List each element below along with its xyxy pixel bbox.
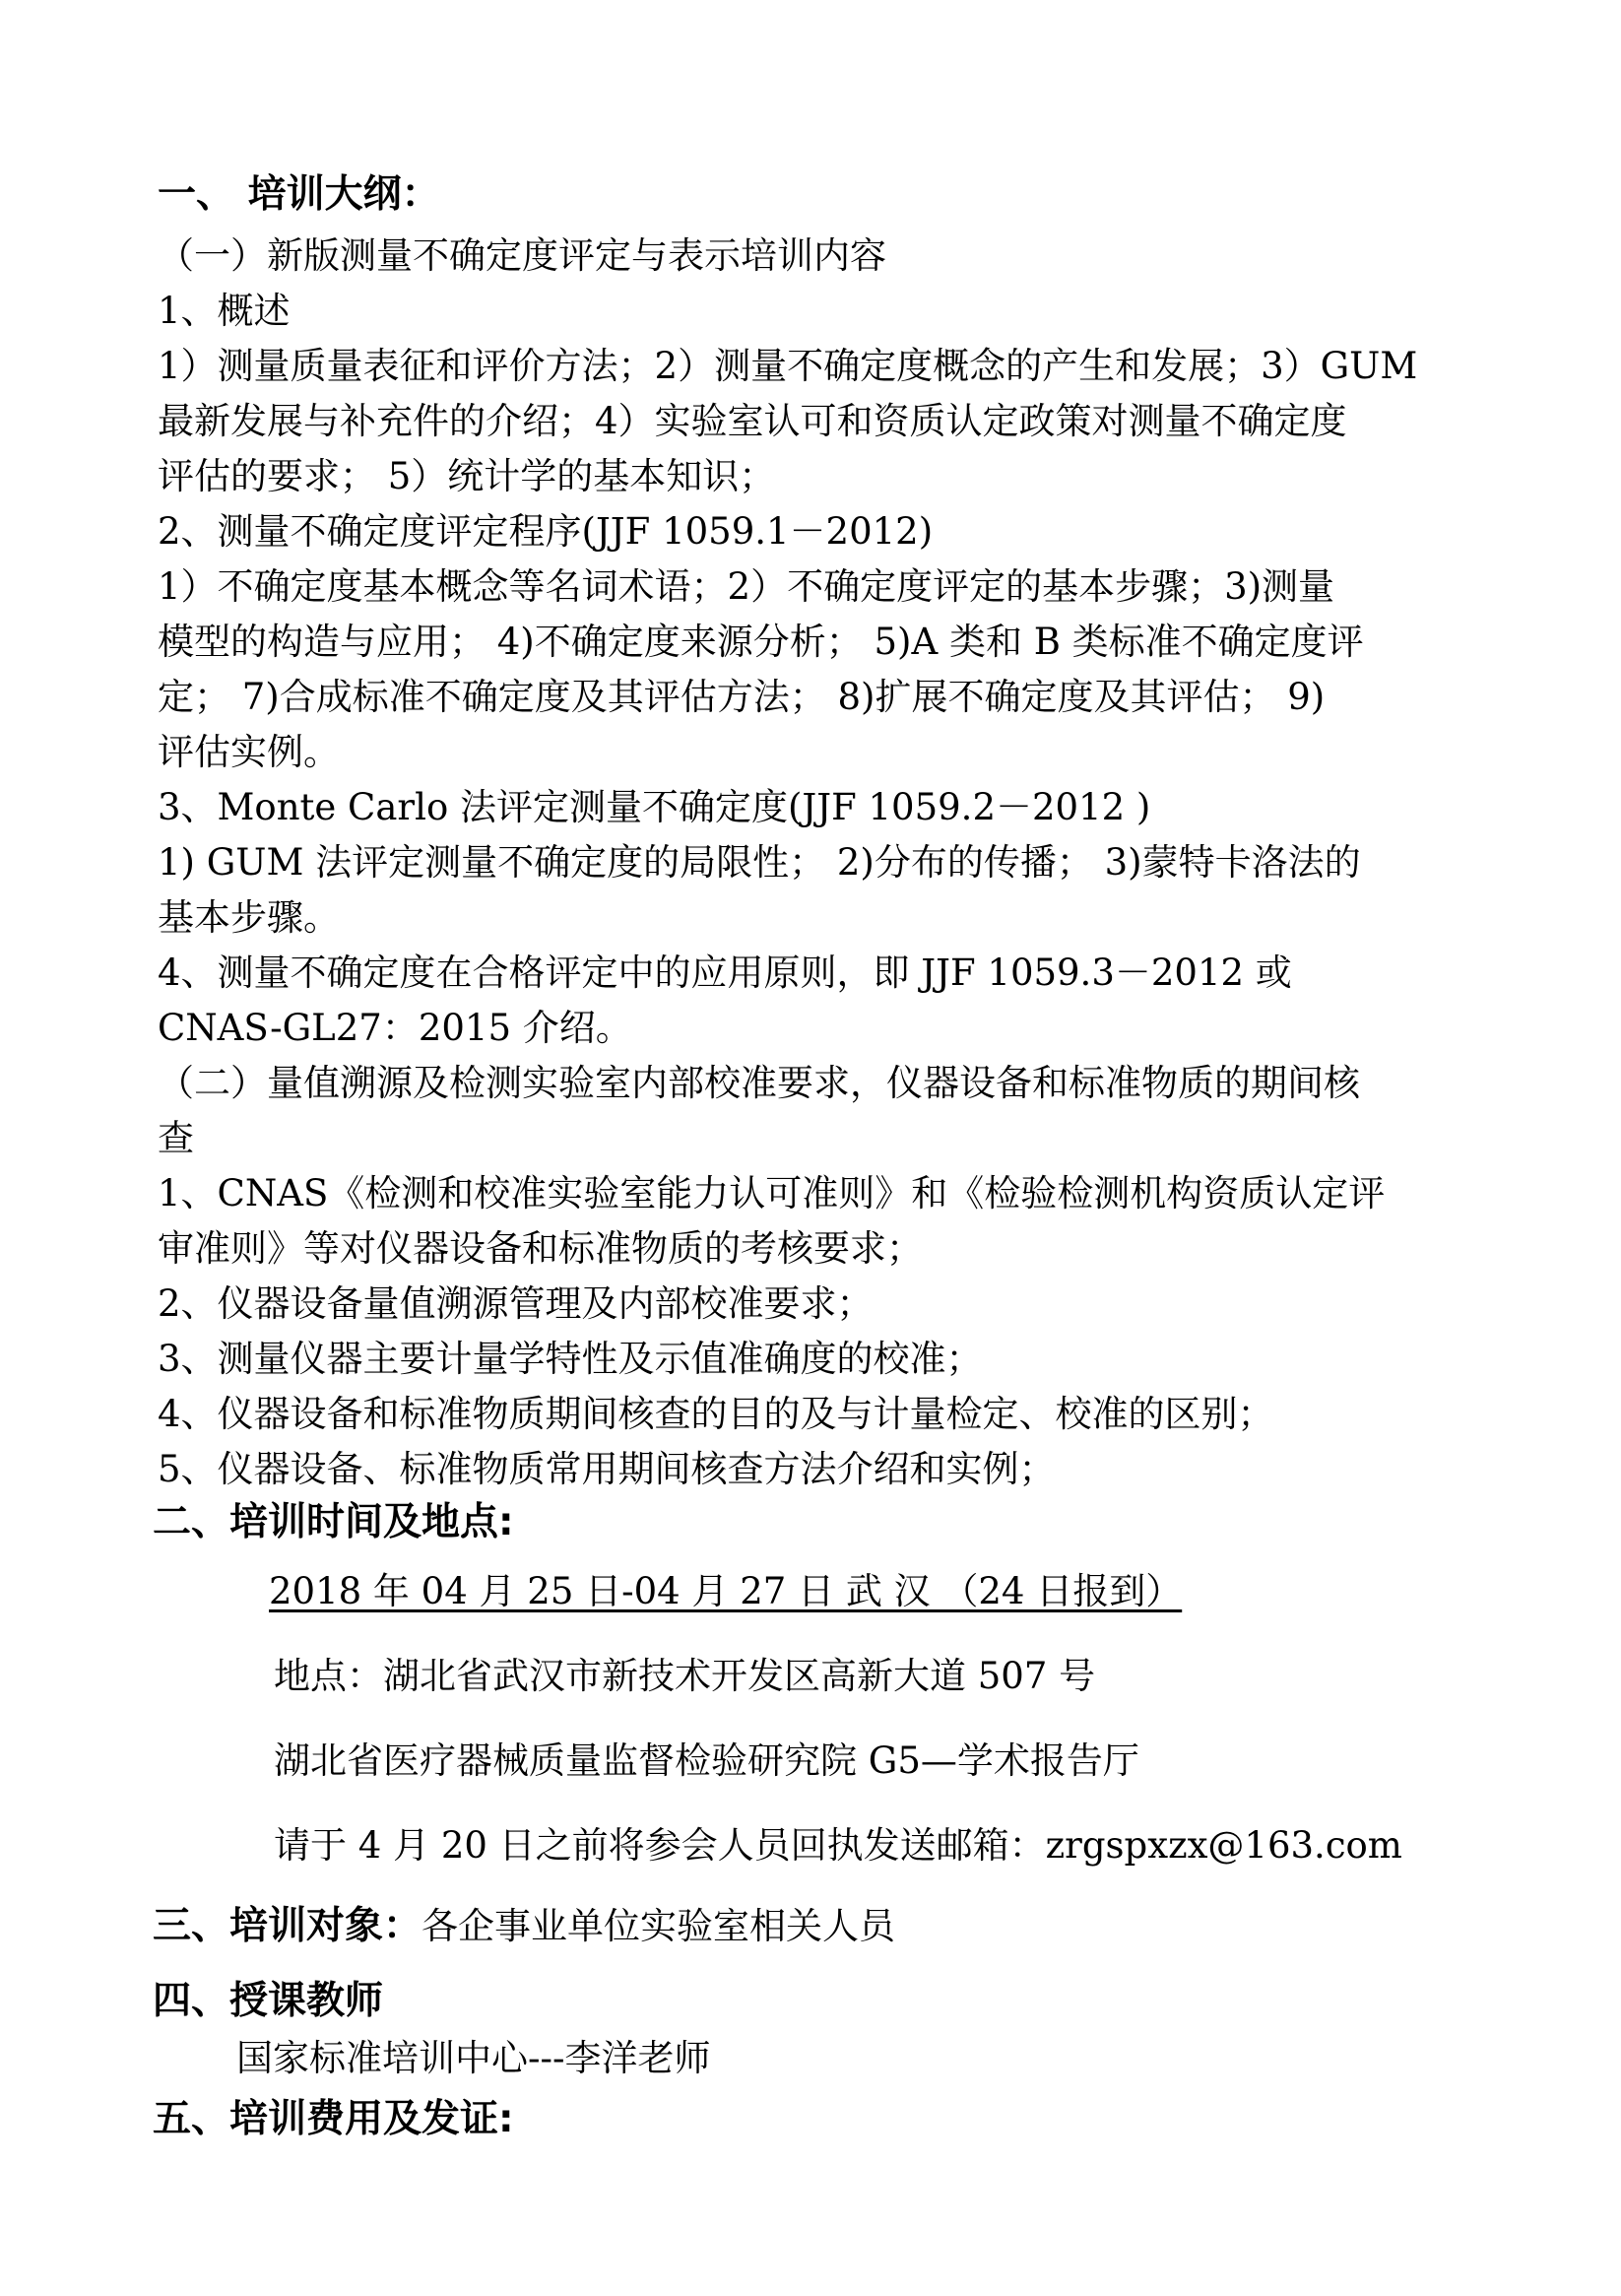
s1-line3: 评估的要求； 5）统计学的基本知识； [158,455,776,497]
s2-line4: 评估实例。 [158,731,340,773]
section-heading-fees: 五、培训费用及发证: [153,2097,514,2141]
teacher-name: 国家标准培训中心---李洋老师 [236,2037,711,2079]
audience-row [153,1905,895,1948]
section-heading-audience: 三、培训对象： [153,1904,422,1948]
part2-item3: 3、测量仪器主要计量学特性及示值准确度的校准； [158,1338,983,1380]
part2-item2: 2、仪器设备量值溯源管理及内部校准要求； [158,1282,874,1325]
part1-title: （一）新版测量不确定度评定与表示培训内容 [158,234,886,277]
part2-item5: 5、仪器设备、标准物质常用期间核查方法介绍和实例； [158,1448,1056,1490]
s3-title: 3、Monte Carlo 法评定测量不确定度(JJF 1059.2－2012 ) [158,786,1151,828]
s2-line3: 定； 7)合成标准不确定度及其评估方法； 8)扩展不确定度及其评估； 9) [158,676,1326,718]
s4-line1: 4、测量不确定度在合格评定中的应用原则，即 JJF 1059.3－2012 或 [158,951,1292,994]
section-heading-teacher: 四、授课教师 [153,1979,384,2023]
part2-item4: 4、仪器设备和标准物质期间核查的目的及与计量检定、校准的区别； [158,1393,1274,1435]
s2-line1: 1）不确定度基本概念等名词术语；2）不确定度评定的基本步骤；3)测量 [158,565,1335,608]
audience-text: 各企事业单位实验室相关人员 [421,1905,896,1947]
s2-title: 2、测量不确定度评定程序(JJF 1059.1－2012) [158,510,934,553]
s3-line1: 1) GUM 法评定测量不确定度的局限性； 2)分布的传播； 3)蒙特卡洛法的 [158,841,1361,884]
part2-title-line2: 查 [158,1117,194,1159]
registration-deadline: 请于 4 月 20 日之前将参会人员回执发送邮箱：zrgspxzx@163.com [274,1824,1402,1867]
part2-item1-line2: 审准则》等对仪器设备和标准物质的考核要求； [158,1227,923,1270]
training-date: 2018 年 04 月 25 日-04 月 27 日 武 汉 （24 日报到） [269,1570,1183,1612]
part2-title-line1: （二）量值溯源及检测实验室内部校准要求，仪器设备和标准物质的期间核 [158,1062,1360,1104]
s1-line1: 1）测量质量表征和评价方法；2）测量不确定度概念的产生和发展；3）GUM [158,345,1418,387]
training-venue: 湖北省医疗器械质量监督检验研究院 G5—学术报告厅 [274,1739,1139,1782]
s1-line2: 最新发展与补充件的介绍；4）实验室认可和资质认定政策对测量不确定度 [158,400,1347,442]
section-heading-outline: 一、 培训大纲： [158,172,440,217]
training-address: 地点：湖北省武汉市新技术开发区高新大道 507 号 [274,1655,1096,1697]
section-heading-time-place: 二、培训时间及地点: [153,1500,514,1544]
part2-item1-line1: 1、CNAS《检测和校准实验室能力认可准则》和《检验检测机构资质认定评 [158,1172,1386,1214]
s1-title: 1、概述 [158,290,291,332]
s4-line2: CNAS-GL27：2015 介绍。 [158,1007,632,1049]
s3-line2: 基本步骤。 [158,896,340,939]
s2-line2: 模型的构造与应用； 4)不确定度来源分析； 5)A 类和 B 类标准不确定度评 [158,621,1364,663]
